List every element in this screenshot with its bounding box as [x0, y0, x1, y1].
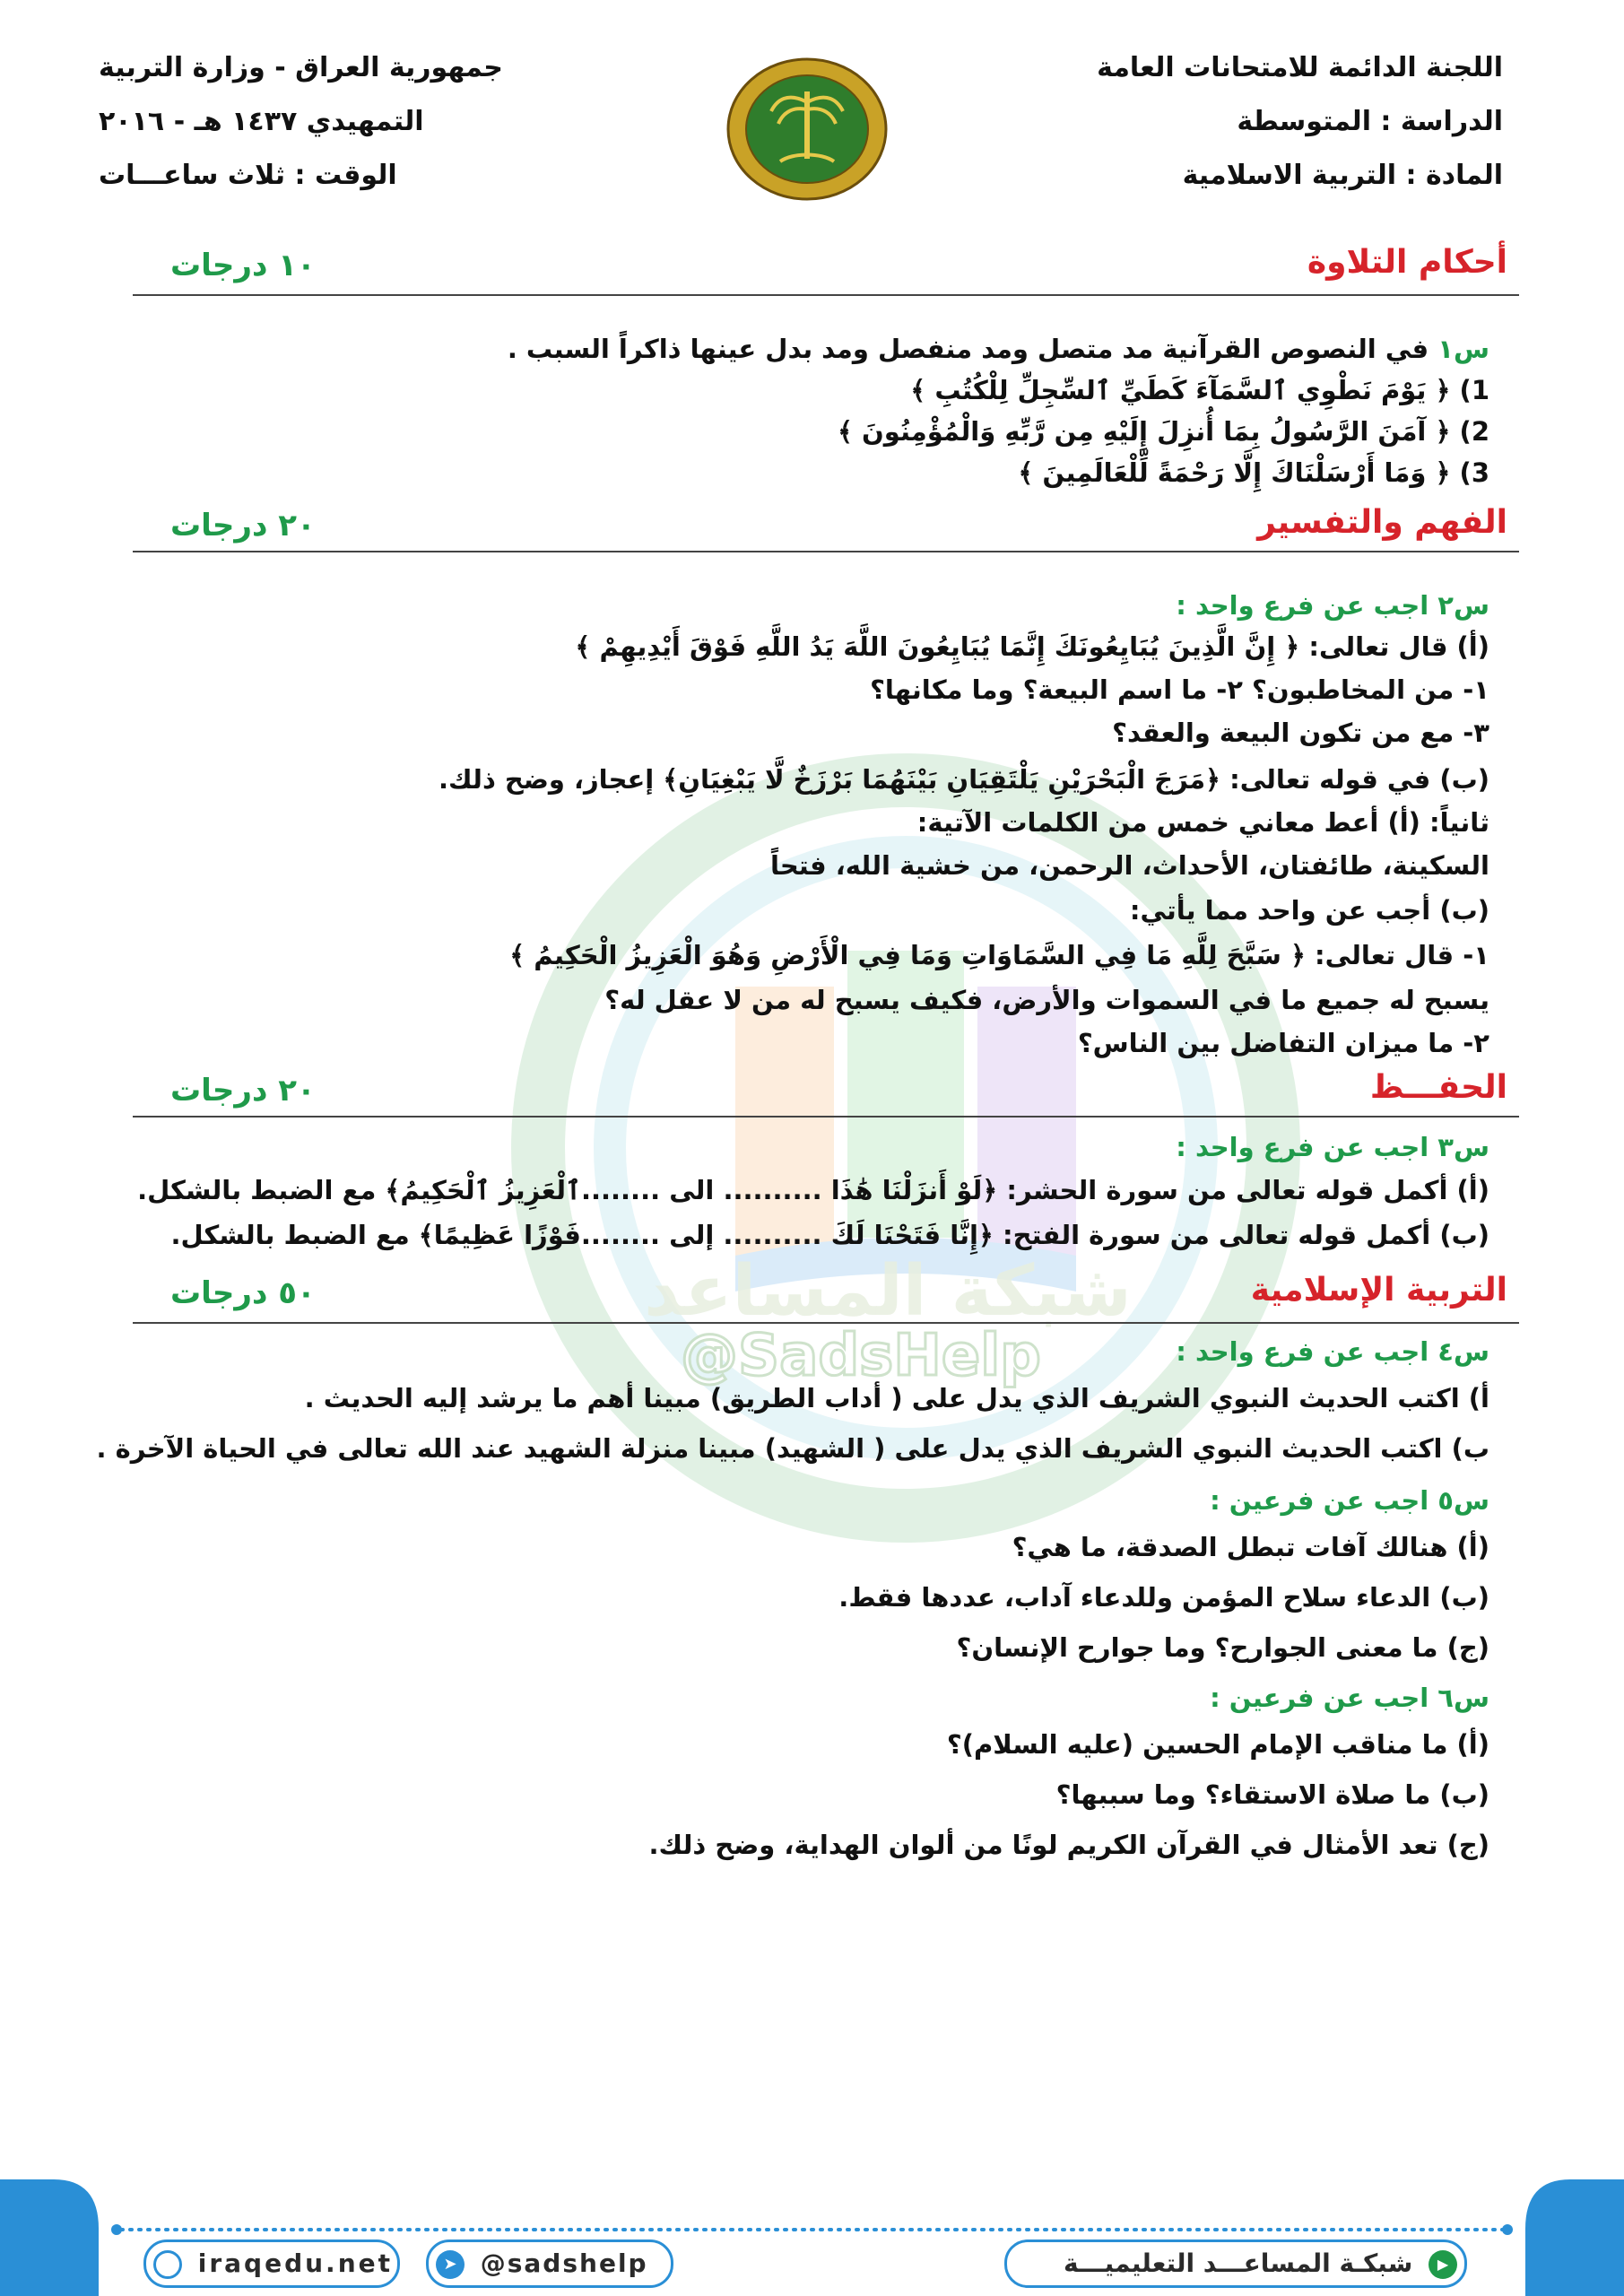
watermark-handle: @SadsHelp — [681, 1323, 1041, 1389]
question-line: (أ) ما مناقب الإمام الحسين (عليه السلام)؟ — [946, 1729, 1489, 1760]
question-line: ب) اكتب الحديث النبوي الشريف الذي يدل على ( الشهيد) مبينا منزلة الشهيد عند الله تعالى في الحياة الآخرة . — [96, 1433, 1489, 1464]
section-grade-recitation: ١٠ درجات — [170, 248, 316, 283]
question-line: (أ) أكمل قوله تعالى من سورة الحشر: ﴿لَوْ أَنزَلْنَا هَٰذَا .......... الى ........ٱلْعَزِيزُ ٱلْحَكِيمُ﴾ مع الضبط بالشكل. — [137, 1175, 1489, 1205]
verse-line: 2) ﴿ آمَنَ الرَّسُولُ بِمَا أُنزِلَ إِلَيْهِ مِن رَّبِّهِ وَالْمُؤْمِنُونَ ﴾ — [837, 416, 1489, 447]
question-label: س٥ اجب عن فرعين : — [1210, 1485, 1489, 1516]
header-committee: اللجنة الدائمة للامتحانات العامة — [1097, 52, 1503, 83]
section-grade-understanding: ٢٠ درجات — [170, 508, 316, 544]
section-divider — [133, 551, 1519, 552]
section-divider — [133, 1322, 1519, 1324]
question-line: ٣- مع من تكون البيعة والعقد؟ — [1112, 718, 1489, 748]
question-line: يسبح له جميع ما في السموات والأرض، فكيف يسبح له من لا عقل له؟ — [604, 985, 1489, 1015]
question-6-heading — [1210, 1683, 1489, 1713]
question-line: (أ) هنالك آفات تبطل الصدقة، ما هي؟ — [1012, 1532, 1489, 1562]
question-3-heading — [1176, 1132, 1489, 1162]
section-title-understanding: الفهم والتفسير — [1257, 504, 1507, 541]
footer-telegram-text: @sadshelp — [480, 2248, 648, 2278]
question-line: (أ) قال تعالى: ﴿ إِنَّ الَّذِينَ يُبَايِعُونَكَ إِنَّمَا يُبَايِعُونَ اللَّهَ يَدُ اللَّهِ فَوْقَ أَيْدِيهِمْ ﴾ — [575, 631, 1489, 662]
globe-icon — [153, 2250, 182, 2279]
question-label: س١ — [1437, 334, 1489, 364]
section-grade-islamic-education: ٥٠ درجات — [170, 1275, 316, 1311]
question-line: (ب) في قوله تعالى: ﴿مَرَجَ الْبَحْرَيْنِ يَلْتَقِيَانِ بَيْنَهُمَا بَرْزَخٌ لَّا يَبْغِيَانِ﴾ إعجاز، وضح ذلك. — [439, 764, 1489, 795]
question-line: السكينة، طائفتان، الأحداث، الرحمن، من خشية الله، فتحاً — [769, 850, 1489, 881]
section-title-memorization: الحفـــظ — [1369, 1069, 1507, 1106]
verse-line: 1) ﴿ يَوْمَ نَطْوِي ٱلسَّمَآءَ كَطَيِّ ٱلسِّجِلِّ لِلْكُتُبِ ﴾ — [910, 375, 1489, 405]
question-label: س٦ اجب عن فرعين : — [1210, 1683, 1489, 1713]
header-time: الوقت : ثلاث ساعـــات — [99, 160, 397, 191]
question-line: (ب) ما صلاة الاستقاء؟ وما سببها؟ — [1055, 1779, 1489, 1810]
question-line: ١- قال تعالى: ﴿ سَبَّحَ لِلَّهِ مَا فِي السَّمَاوَاتِ وَمَا فِي الْأَرْضِ وَهُوَ الْعَزِيزُ الْحَكِيمُ ﴾ — [509, 940, 1489, 970]
footer-telegram-link[interactable] — [426, 2239, 673, 2288]
question-text: في النصوص القرآنية مد متصل ومد منفصل ومد بدل عينها ذاكراً السبب . — [507, 334, 1438, 364]
question-5-heading — [1210, 1485, 1489, 1516]
question-label: س٤ اجب عن فرع واحد : — [1176, 1336, 1489, 1367]
watermark-name: شبكة المساعد — [644, 1251, 1132, 1332]
question-4-heading — [1176, 1336, 1489, 1367]
section-divider — [133, 1116, 1519, 1118]
footer-brand-text: شبكـة المساعـــد التعليميـــة — [1063, 2248, 1413, 2278]
question-line: (ب) أكمل قوله تعالى من سورة الفتح: ﴿إِنَّا فَتَحْنَا لَكَ .......... إلى ........فَوْزًا عَظِيمًا﴾ مع الضبط بالشكل. — [170, 1220, 1489, 1250]
question-label: س٣ اجب عن فرع واحد : — [1176, 1132, 1489, 1162]
section-grade-memorization: ٢٠ درجات — [170, 1073, 316, 1109]
verse-line: 3) ﴿ وَمَا أَرْسَلْنَاكَ إِلَّا رَحْمَةً لِّلْعَالَمِينَ ﴾ — [1018, 457, 1489, 488]
header-subject: المادة : التربية الاسلامية — [1182, 160, 1503, 191]
footer-website-text: iraqedu.net — [197, 2248, 394, 2278]
header-ministry: جمهورية العراق - وزارة التربية — [99, 52, 503, 83]
footer-brand-pill — [1004, 2239, 1467, 2288]
brand-icon: ▶ — [1429, 2250, 1457, 2279]
question-line: ٢- ما ميزان التفاضل بين الناس؟ — [1077, 1028, 1489, 1058]
header-study-level: الدراسة : المتوسطة — [1237, 106, 1503, 137]
question-line: (ج) تعد الأمثال في القرآن الكريم لونًا من ألوان الهداية، وضح ذلك. — [648, 1830, 1489, 1860]
ministry-seal-logo — [725, 56, 890, 204]
question-line: (ب) الدعاء سلاح المؤمن وللدعاء آداب، عددها فقط. — [838, 1582, 1489, 1613]
section-divider — [133, 294, 1519, 296]
question-line: ثانياً: (أ) أعط معاني خمس من الكلمات الآتية: — [916, 807, 1489, 838]
section-title-islamic-education: التربية الإسلامية — [1250, 1272, 1507, 1309]
question-line: أ) اكتب الحديث النبوي الشريف الذي يدل على ( أداب الطريق) مبينا أهم ما يرشد إليه الحديث . — [304, 1383, 1489, 1413]
question-label: س٢ اجب عن فرع واحد : — [1176, 590, 1489, 621]
question-line: (ج) ما معنى الجوارح؟ وما جوارح الإنسان؟ — [956, 1632, 1489, 1663]
footer-website-link[interactable] — [143, 2239, 400, 2288]
header-exam-year: التمهيدي ١٤٣٧ هـ - ٢٠١٦ — [99, 106, 424, 137]
telegram-icon: ➤ — [436, 2250, 465, 2279]
question-line: (ب) أجب عن واحد مما يأتي: — [1129, 895, 1489, 926]
question-2-heading — [1176, 590, 1489, 621]
question-line: ١- من المخاطبون؟ ٢- ما اسم البيعة؟ وما مكانها؟ — [870, 674, 1489, 705]
section-title-recitation: أحكام التلاوة — [1307, 244, 1507, 281]
question-1 — [508, 334, 1489, 364]
